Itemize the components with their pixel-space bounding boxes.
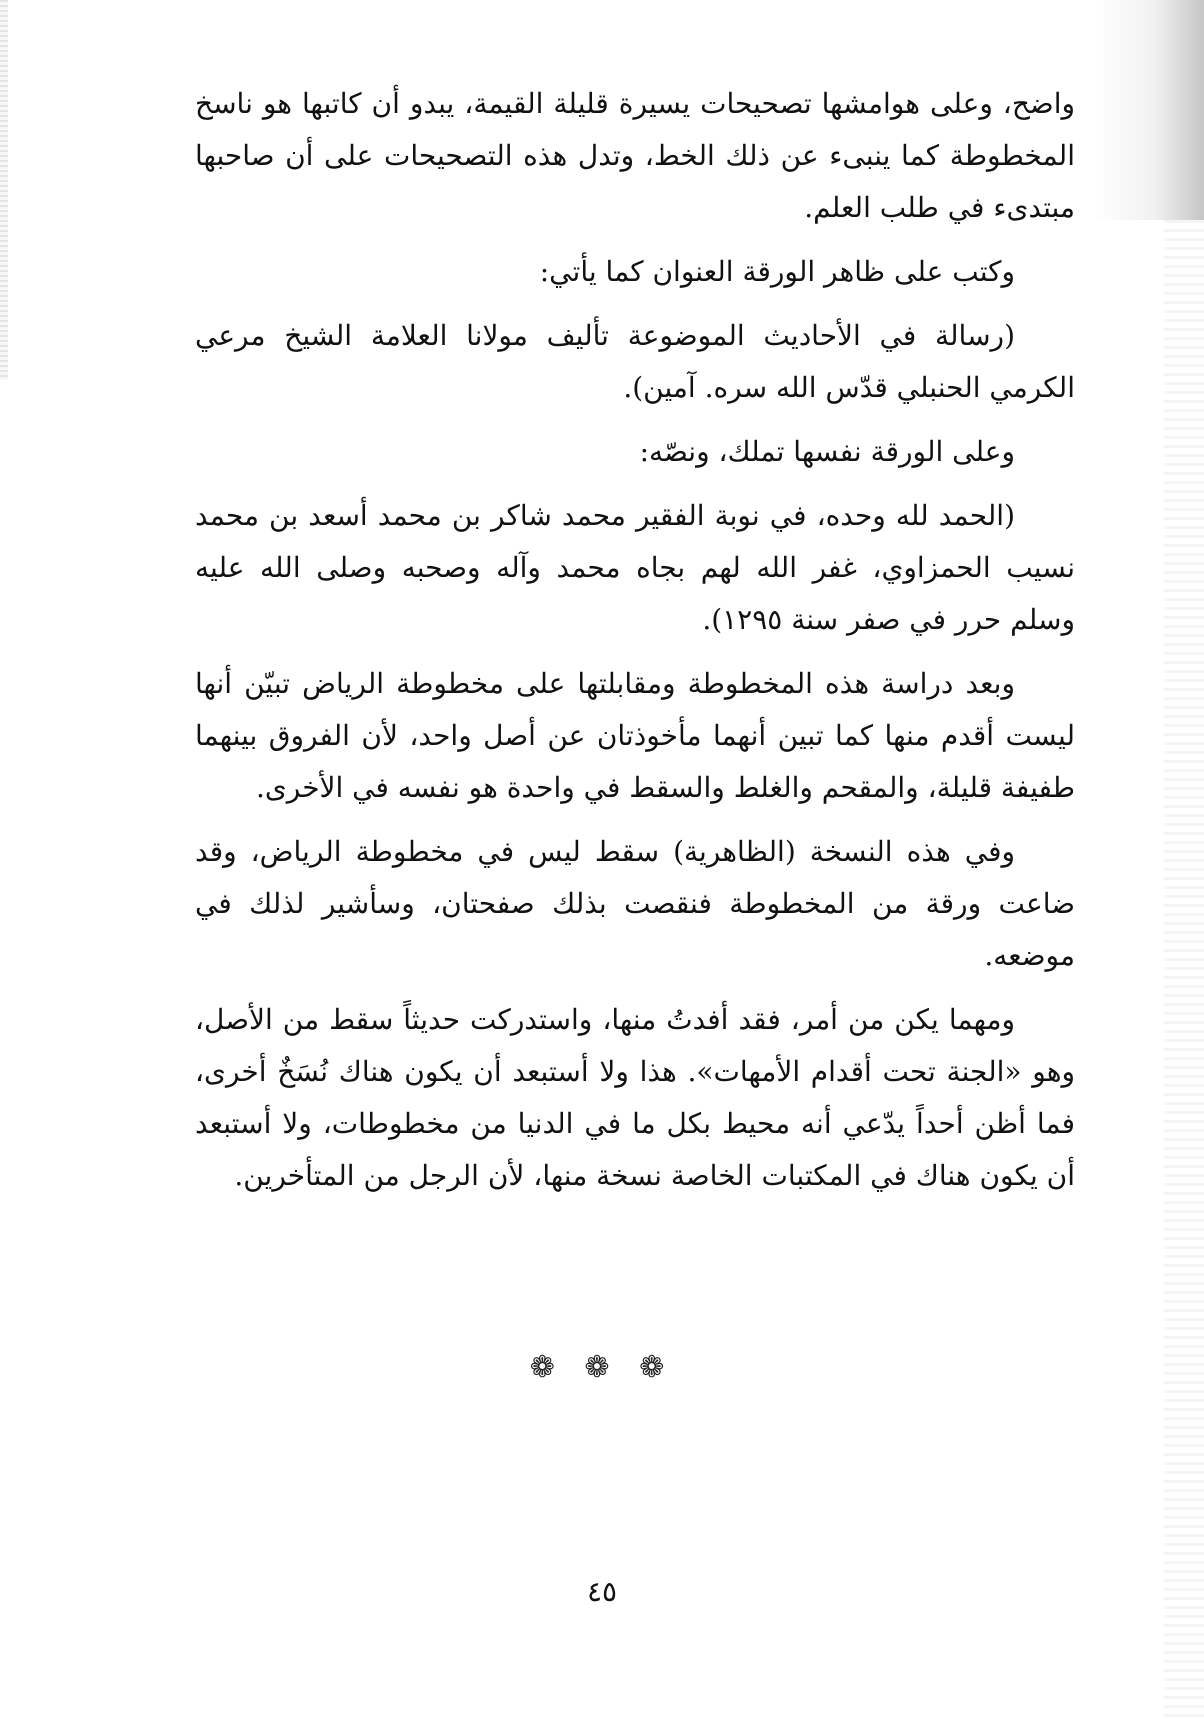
paragraph-4: وعلى الورقة نفسها تملك، ونصّه: [639, 435, 1015, 468]
scan-edge-right-lower [1164, 220, 1204, 1719]
page-number: ٤٥ [586, 1575, 618, 1608]
paragraph-1: واضح، وعلى هوامشها تصحيحات يسيرة قليلة القيمة، يبدو أن كاتبها هو ناسخ المخطوطة كما ينبىء عن ذلك الخط، وتدل هذه التصحيحات على أن صاحبها مبتدىء في طلب العلم. [195, 87, 1075, 224]
page-body [195, 78, 1075, 1214]
paragraph-6: وبعد دراسة هذه المخطوطة ومقابلتها على مخطوطة الرياض تبيّن أنها ليست أقدم منها كما تبين أنهما مأخوذتان عن أصل واحد، لأن الفروق بينهما طفيفة قليلة، والمقحم والغلط والسقط في واحدة هو نفسه في الأخرى. [195, 667, 1075, 804]
paragraph-8: ومهما يكن من أمر، فقد أفدتُ منها، واستدركت حديثاً سقط من الأصل، وهو «الجنة تحت أقدام الأمهات». هذا ولا أستبعد أن يكون هناك نُسَخٌ أخرى، فما أظن أحداً يدّعي أنه محيط بكل ما في الدنيا من مخطوطات، ولا أستبعد أن يكون هناك في المكتبات الخاصة نسخة منها، لأن الرجل من المتأخرين. [195, 1003, 1075, 1192]
paragraph-2: وكتب على ظاهر الورقة العنوان كما يأتي: [539, 255, 1015, 288]
section-divider-ornaments: ❁ ❁ ❁ [529, 1350, 675, 1385]
scan-edge-left [0, 0, 8, 380]
scan-edge-right [1094, 0, 1204, 220]
paragraph-5: (الحمد لله وحده، في نوبة الفقير محمد شاكر بن محمد أسعد بن محمد نسيب الحمزاوي، غفر الله لهم بجاه محمد وآله وصحبه وصلى الله عليه وسلم حرر في صفر سنة ١٢٩٥). [195, 499, 1075, 636]
paragraph-7: وفي هذه النسخة (الظاهرية) سقط ليس في مخطوطة الرياض، وقد ضاعت ورقة من المخطوطة فنقصت بذلك صفحتان، وسأشير لذلك في موضعه. [195, 835, 1075, 972]
paragraph-3: (رسالة في الأحاديث الموضوعة تأليف مولانا العلامة الشيخ مرعي الكرمي الحنبلي قدّس الله سره. آمين). [195, 319, 1075, 404]
